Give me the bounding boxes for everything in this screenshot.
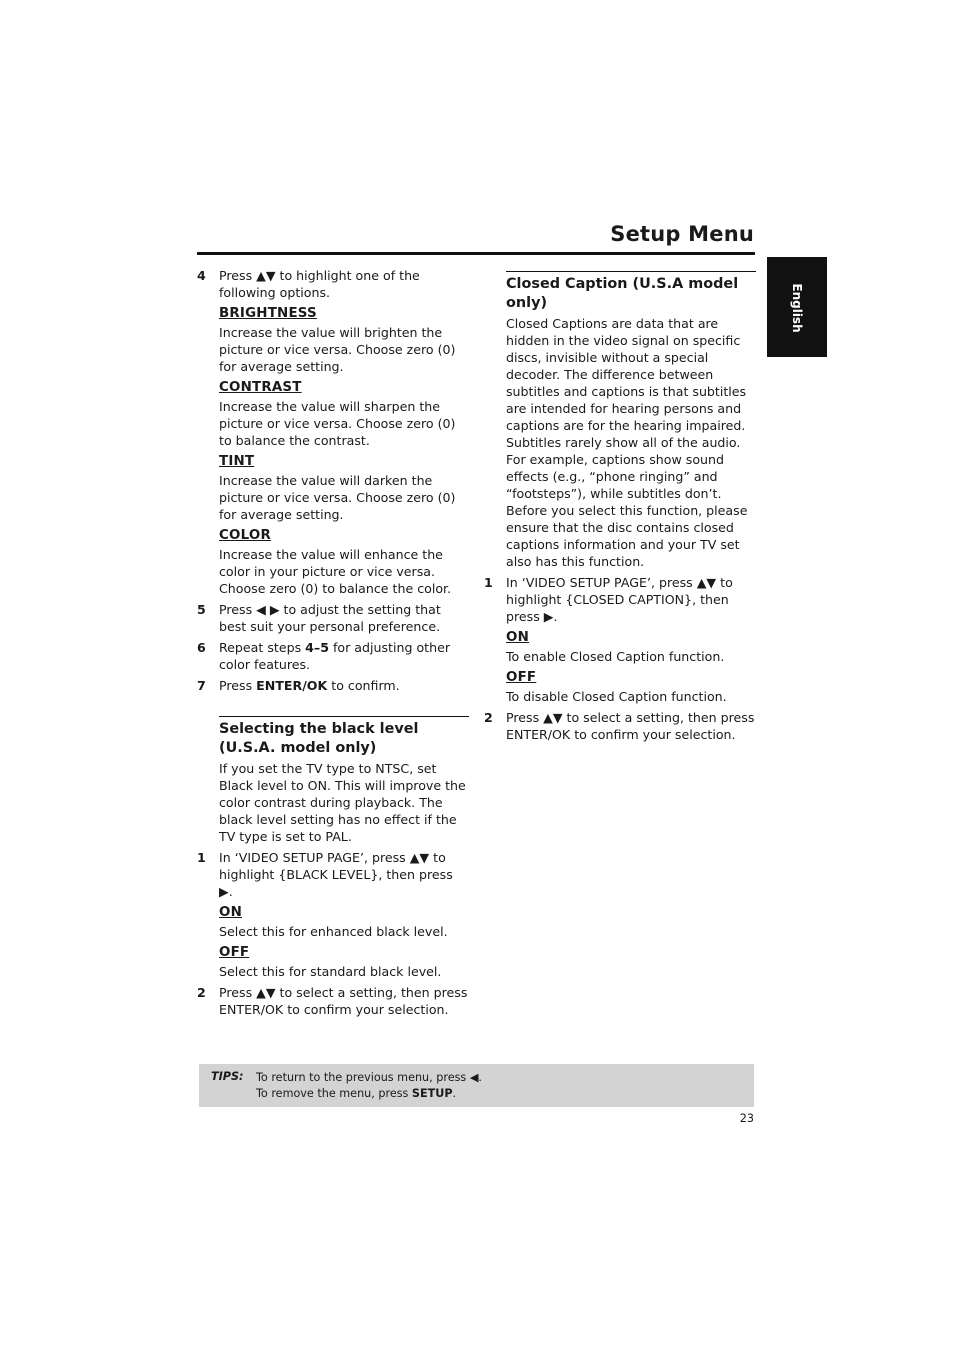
option-description: Increase the value will darken the picture or vice versa. Choose zero (0) for average setting.	[219, 473, 456, 522]
black-level-option-on	[197, 904, 469, 940]
option-description: To disable Closed Caption function.	[506, 689, 727, 704]
page-title: Setup Menu	[610, 222, 754, 246]
tips-lines	[256, 1070, 482, 1102]
left-column	[197, 267, 469, 1022]
step-number: 2	[197, 985, 206, 1000]
option-description: Select this for standard black level.	[219, 964, 442, 979]
option-contrast	[197, 379, 469, 449]
left-right-arrows-icon: ◀ ▶	[256, 602, 280, 617]
step-6: 6 Repeat steps 4–5 for adjusting other color features.	[197, 640, 451, 672]
up-down-arrows-icon: ▲▼	[256, 985, 276, 1000]
up-down-arrows-icon: ▲▼	[696, 575, 717, 590]
language-tab	[767, 257, 827, 357]
closed-caption-intro-2: Before you select this function, please ensure that the disc contains closed captions information and your TV set also has this function.	[506, 503, 748, 569]
up-down-arrows-icon: ▲▼	[543, 710, 563, 725]
language-tab-label: English	[790, 283, 804, 333]
closed-caption-step-2: 2 Press ▲▼ to select a setting, then press ENTER/OK to confirm your selection.	[484, 710, 755, 742]
step-4: 4 Press ▲▼ to highlight one of the following options.	[197, 268, 420, 300]
title-rule	[197, 252, 755, 255]
right-arrow-icon: ▶	[219, 884, 229, 899]
closed-caption-intro: Closed Captions are data that are hidden in the video signal on specific discs, invisible without a special decoder. The difference between subtitles and captions is that subtitles are intended for hearing persons and captions are for the hearing impaired. Subtitles rarely show all of the audio. For example, captions show sound effects (e.g., “phone ringing” and “footsteps”), while subtitles don’t.	[506, 316, 747, 501]
step-number: 6	[197, 640, 206, 655]
option-description: Increase the value will brighten the picture or vice versa. Choose zero (0) for average setting.	[219, 325, 456, 374]
step-7: 7 Press ENTER/OK to confirm.	[197, 678, 400, 693]
option-label: BRIGHTNESS	[219, 306, 317, 321]
closed-caption-option-on	[484, 629, 756, 665]
tips-box	[199, 1064, 754, 1107]
black-level-step-1: 1 In ‘VIDEO SETUP PAGE’, press ▲▼ to highlight {BLACK LEVEL}, then press ▶.	[197, 850, 453, 899]
option-color	[197, 527, 469, 597]
step-5: 5 Press ◀ ▶ to adjust the setting that best suit your personal preference.	[197, 602, 441, 634]
option-description: Increase the value will enhance the color in your picture or vice versa. Choose zero (0) to balance the color.	[219, 547, 452, 596]
option-label: ON	[506, 630, 529, 645]
up-down-arrows-icon: ▲▼	[409, 850, 430, 865]
step-number: 7	[197, 678, 206, 693]
closed-caption-option-off	[484, 669, 756, 705]
option-label: TINT	[219, 454, 255, 469]
option-label: OFF	[506, 670, 537, 685]
option-description: Select this for enhanced black level.	[219, 924, 448, 939]
black-level-intro: If you set the TV type to NTSC, set Black level to ON. This will improve the color contrast during playback. The black level setting has no effect if the TV type is set to PAL.	[219, 761, 466, 844]
right-arrow-icon: ▶	[543, 609, 554, 624]
black-level-option-off	[197, 944, 469, 980]
step-number: 1	[197, 850, 206, 865]
option-tint	[197, 453, 469, 523]
option-brightness	[197, 305, 469, 375]
closed-caption-step-1: 1 In ‘VIDEO SETUP PAGE’, press ▲▼ to highlight {CLOSED CAPTION}, then press ▶.	[484, 575, 733, 624]
step-number: 4	[197, 268, 206, 283]
option-description: To enable Closed Caption function.	[506, 649, 725, 664]
right-column	[484, 271, 756, 747]
step-number: 5	[197, 602, 206, 617]
black-level-heading: Selecting the black level (U.S.A. model only)	[219, 716, 469, 758]
step-number: 1	[484, 575, 493, 590]
option-label: ON	[219, 905, 242, 920]
option-label: CONTRAST	[219, 380, 302, 395]
step-number: 2	[484, 710, 493, 725]
tip-line-2: To remove the menu, press SETUP.	[256, 1087, 457, 1100]
up-down-arrows-icon: ▲▼	[256, 268, 276, 283]
option-label: COLOR	[219, 528, 271, 543]
option-description: Increase the value will sharpen the picture or vice versa. Choose zero (0) to balance the contrast.	[219, 399, 456, 448]
closed-caption-heading: Closed Caption (U.S.A model only)	[506, 271, 756, 313]
option-label: OFF	[219, 945, 250, 960]
left-arrow-icon: ◀	[469, 1071, 479, 1084]
black-level-step-2: 2 Press ▲▼ to select a setting, then press ENTER/OK to confirm your selection.	[197, 985, 468, 1017]
page-number: 23	[739, 1112, 754, 1125]
tips-label: TIPS:	[211, 1070, 244, 1083]
tip-line-1: To return to the previous menu, press ◀.	[256, 1071, 482, 1084]
